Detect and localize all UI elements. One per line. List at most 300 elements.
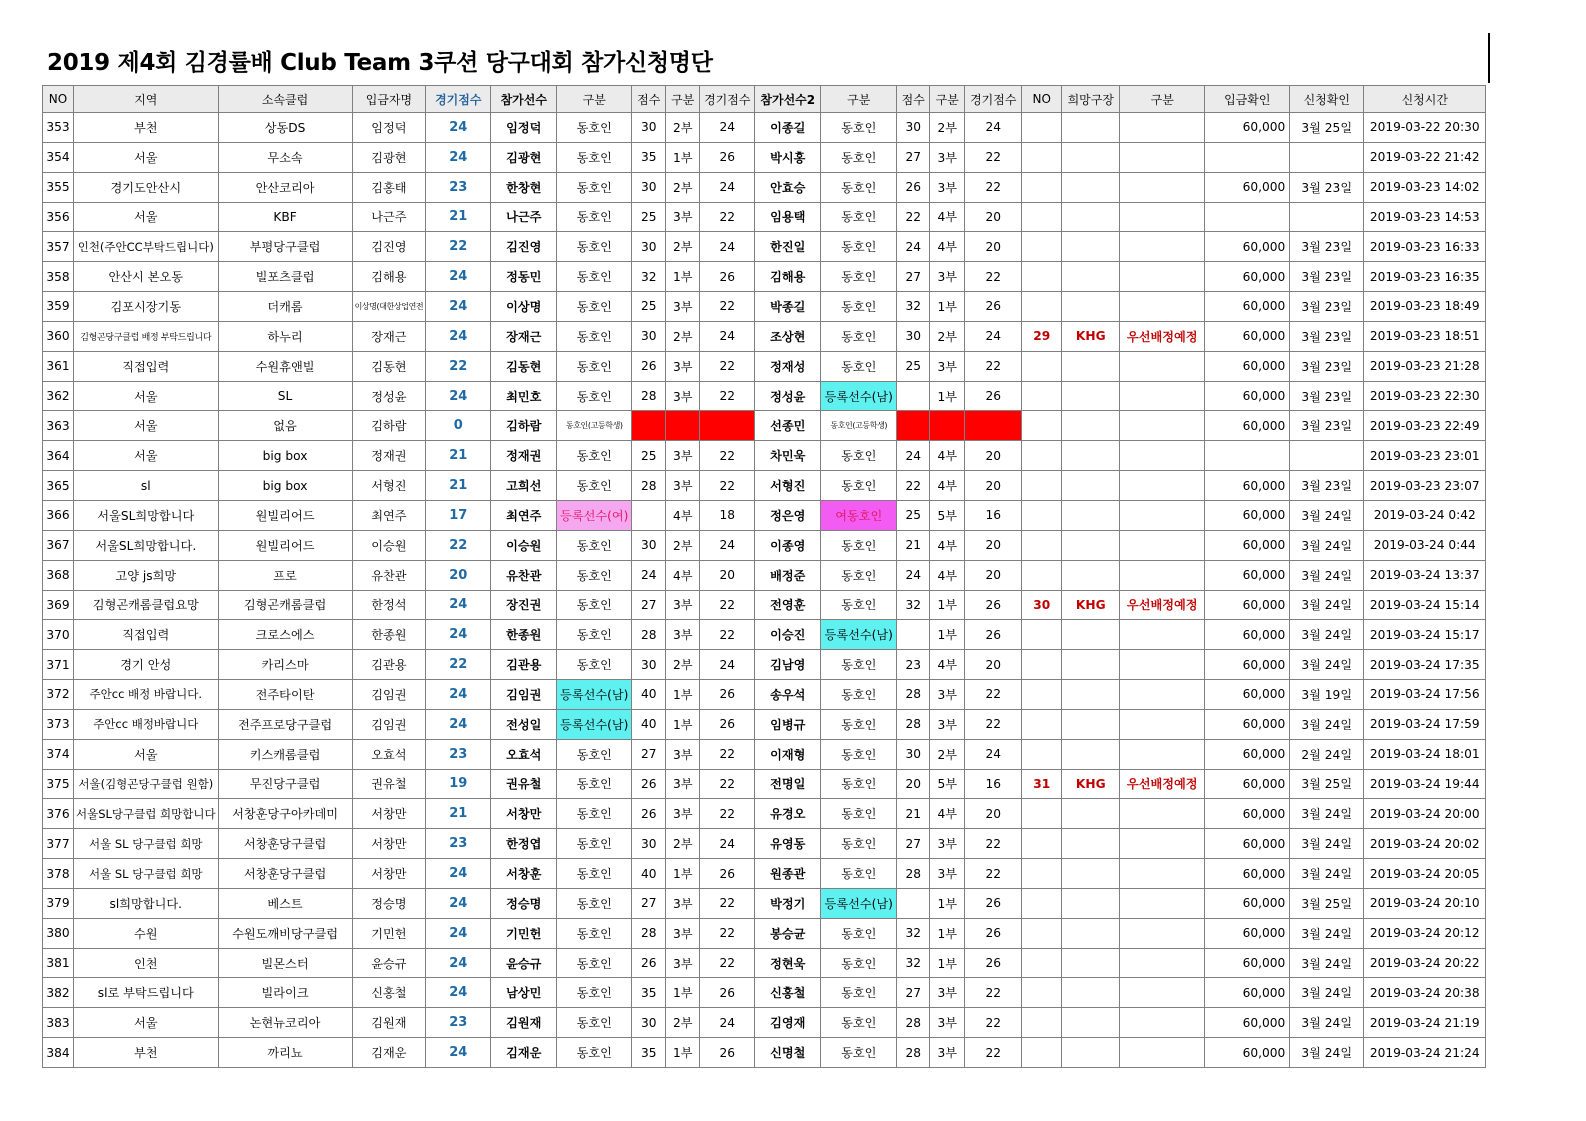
cell-no2 xyxy=(1022,500,1062,530)
cell-time: 2019-03-23 21:28 xyxy=(1364,351,1486,381)
cell-note xyxy=(1120,441,1205,471)
cell-game-score: 23 xyxy=(426,172,491,202)
cell-game2: 22 xyxy=(965,172,1022,202)
table-row xyxy=(43,441,1486,471)
page-title: 2019 제4회 김경률배 Club Team 3쿠션 당구대회 참가신청명단 xyxy=(47,50,713,76)
cell-region: 서울SL희망합니다 xyxy=(74,500,219,530)
cell-type2: 동호인 xyxy=(821,172,897,202)
cell-note xyxy=(1120,560,1205,590)
cell-points1: 30 xyxy=(632,172,666,202)
cell-no2 xyxy=(1022,351,1062,381)
table-row xyxy=(43,829,1486,859)
cell-division1: 1부 xyxy=(666,978,700,1008)
cell-payer: 장재근 xyxy=(352,321,426,351)
cell-payer: 한정석 xyxy=(352,590,426,620)
cell-region: 김형곤당구클럽 배정 부탁드립니다 xyxy=(74,321,219,351)
cell-division2: 4부 xyxy=(930,650,965,680)
table-row xyxy=(43,918,1486,948)
cell-points1: 27 xyxy=(632,590,666,620)
cell-no: 362 xyxy=(43,381,74,411)
cell-payer: 김동현 xyxy=(352,351,426,381)
table-row xyxy=(43,530,1486,560)
cell-division1: 3부 xyxy=(666,769,700,799)
cell-venue xyxy=(1062,1008,1120,1038)
cell-game2: 26 xyxy=(965,948,1022,978)
cell-region: 경기도안산시 xyxy=(74,172,219,202)
cell-points2: 26 xyxy=(897,172,930,202)
cell-region: sl xyxy=(74,471,219,501)
cell-no: 369 xyxy=(43,590,74,620)
cell-game2: 16 xyxy=(965,769,1022,799)
col-header-game1: 경기점수 xyxy=(700,86,755,113)
cell-points2: 24 xyxy=(897,232,930,262)
cell-division2: 5부 xyxy=(930,769,965,799)
cell-game2: 16 xyxy=(965,500,1022,530)
cell-game-score: 17 xyxy=(426,500,491,530)
cell-player2: 정은영 xyxy=(755,500,821,530)
cell-player1: 김동현 xyxy=(491,351,557,381)
cell-deposit: 60,000 xyxy=(1205,1038,1290,1068)
cell-division1: 3부 xyxy=(666,441,700,471)
cell-confirm: 3월 23일 xyxy=(1290,172,1364,202)
cell-points1: 35 xyxy=(632,978,666,1008)
table-row xyxy=(43,471,1486,501)
cell-points1: 26 xyxy=(632,799,666,829)
cell-type2: 동호인 xyxy=(821,709,897,739)
cell-venue xyxy=(1062,172,1120,202)
cell-player1: 김관용 xyxy=(491,650,557,680)
cell-player1: 최민호 xyxy=(491,381,557,411)
cell-venue xyxy=(1062,620,1120,650)
cell-no2 xyxy=(1022,650,1062,680)
cell-type1: 동호인 xyxy=(557,321,632,351)
cell-player1: 이상명 xyxy=(491,292,557,322)
cell-note: 우선배정예정 xyxy=(1120,590,1205,620)
cell-note xyxy=(1120,113,1205,143)
cell-venue xyxy=(1062,351,1120,381)
cell-player1: 장진권 xyxy=(491,590,557,620)
cell-time: 2019-03-24 20:12 xyxy=(1364,918,1486,948)
table-row xyxy=(43,202,1486,232)
cell-time: 2019-03-24 15:17 xyxy=(1364,620,1486,650)
cell-no: 358 xyxy=(43,262,74,292)
cell-region: 서울 xyxy=(74,202,219,232)
cell-division1: 3부 xyxy=(666,948,700,978)
cell-player2: 유경오 xyxy=(755,799,821,829)
cell-no: 380 xyxy=(43,918,74,948)
cell-note xyxy=(1120,1038,1205,1068)
table-row xyxy=(43,739,1486,769)
cell-confirm: 3월 23일 xyxy=(1290,471,1364,501)
cell-venue xyxy=(1062,441,1120,471)
cell-venue: KHG xyxy=(1062,769,1120,799)
cell-time: 2019-03-24 20:22 xyxy=(1364,948,1486,978)
cell-club: 까리뇨 xyxy=(218,1038,352,1068)
col-header-venue: 희망구장 xyxy=(1062,86,1120,113)
cell-venue xyxy=(1062,918,1120,948)
cell-player2: 배정준 xyxy=(755,560,821,590)
cell-game1: 18 xyxy=(700,500,755,530)
cell-player2: 송우석 xyxy=(755,680,821,710)
cell-game2: 20 xyxy=(965,471,1022,501)
cell-game2: 22 xyxy=(965,709,1022,739)
cell-division2 xyxy=(930,411,965,441)
cell-no: 364 xyxy=(43,441,74,471)
cell-region: 부천 xyxy=(74,113,219,143)
cell-confirm xyxy=(1290,441,1364,471)
cell-time: 2019-03-24 21:19 xyxy=(1364,1008,1486,1038)
col-header-time: 신청시간 xyxy=(1364,86,1486,113)
cell-player2: 김남영 xyxy=(755,650,821,680)
cell-player2: 김해용 xyxy=(755,262,821,292)
cell-deposit: 60,000 xyxy=(1205,948,1290,978)
cell-time: 2019-03-24 20:02 xyxy=(1364,829,1486,859)
col-header-confirm: 신청확인 xyxy=(1290,86,1364,113)
cell-points1: 25 xyxy=(632,202,666,232)
cell-division1 xyxy=(666,411,700,441)
table-row xyxy=(43,888,1486,918)
divider xyxy=(1488,33,1490,83)
cell-division2: 2부 xyxy=(930,739,965,769)
cell-points2: 22 xyxy=(897,202,930,232)
cell-game1: 22 xyxy=(700,471,755,501)
cell-time: 2019-03-23 22:30 xyxy=(1364,381,1486,411)
cell-deposit: 60,000 xyxy=(1205,978,1290,1008)
cell-no: 379 xyxy=(43,888,74,918)
cell-note: 우선배정예정 xyxy=(1120,321,1205,351)
cell-confirm: 2월 24일 xyxy=(1290,739,1364,769)
cell-type1: 동호인 xyxy=(557,829,632,859)
cell-player2: 유영동 xyxy=(755,829,821,859)
col-header-division1: 구분 xyxy=(666,86,700,113)
cell-type2: 동호인 xyxy=(821,1008,897,1038)
cell-game2: 22 xyxy=(965,142,1022,172)
cell-division1: 3부 xyxy=(666,202,700,232)
cell-division1: 3부 xyxy=(666,739,700,769)
cell-player1: 한종원 xyxy=(491,620,557,650)
cell-time: 2019-03-24 13:37 xyxy=(1364,560,1486,590)
cell-venue xyxy=(1062,471,1120,501)
cell-confirm: 3월 19일 xyxy=(1290,680,1364,710)
cell-points2: 24 xyxy=(897,441,930,471)
cell-no2 xyxy=(1022,202,1062,232)
table-row xyxy=(43,142,1486,172)
cell-no: 355 xyxy=(43,172,74,202)
cell-points1: 30 xyxy=(632,530,666,560)
cell-game2: 22 xyxy=(965,680,1022,710)
cell-club: 전주타이탄 xyxy=(218,680,352,710)
cell-club: 무진당구클럽 xyxy=(218,769,352,799)
cell-player1: 정승명 xyxy=(491,888,557,918)
cell-division2: 1부 xyxy=(930,381,965,411)
cell-division1: 1부 xyxy=(666,1038,700,1068)
cell-player2: 이종영 xyxy=(755,530,821,560)
cell-deposit xyxy=(1205,142,1290,172)
cell-game-score: 23 xyxy=(426,829,491,859)
cell-type2: 동호인 xyxy=(821,799,897,829)
cell-note xyxy=(1120,292,1205,322)
cell-deposit: 60,000 xyxy=(1205,799,1290,829)
cell-no2 xyxy=(1022,799,1062,829)
cell-no: 376 xyxy=(43,799,74,829)
cell-points2: 27 xyxy=(897,978,930,1008)
cell-payer: 유찬관 xyxy=(352,560,426,590)
cell-player2: 전영훈 xyxy=(755,590,821,620)
cell-no2 xyxy=(1022,560,1062,590)
cell-game1: 22 xyxy=(700,769,755,799)
cell-game-score: 21 xyxy=(426,202,491,232)
cell-no2 xyxy=(1022,948,1062,978)
cell-type1: 동호인 xyxy=(557,292,632,322)
cell-payer: 김임권 xyxy=(352,680,426,710)
cell-club: 원빌리어드 xyxy=(218,500,352,530)
cell-points2: 27 xyxy=(897,142,930,172)
cell-type2: 동호인 xyxy=(821,232,897,262)
cell-region: 주안cc 배정 바랍니다. xyxy=(74,680,219,710)
cell-division1: 3부 xyxy=(666,590,700,620)
cell-game1: 26 xyxy=(700,262,755,292)
col-header-type1: 구분 xyxy=(557,86,632,113)
cell-division2: 1부 xyxy=(930,918,965,948)
cell-confirm: 3월 23일 xyxy=(1290,411,1364,441)
cell-club: 더캐롬 xyxy=(218,292,352,322)
cell-region: 서울(김형곤당구클럽 원함) xyxy=(74,769,219,799)
cell-game-score: 22 xyxy=(426,232,491,262)
cell-points2 xyxy=(897,888,930,918)
cell-confirm xyxy=(1290,142,1364,172)
cell-venue xyxy=(1062,292,1120,322)
cell-club: 하누리 xyxy=(218,321,352,351)
cell-points1: 26 xyxy=(632,948,666,978)
cell-time: 2019-03-24 19:44 xyxy=(1364,769,1486,799)
cell-venue xyxy=(1062,202,1120,232)
cell-confirm: 3월 24일 xyxy=(1290,799,1364,829)
cell-type1: 등록선수(남) xyxy=(557,680,632,710)
cell-payer: 서창만 xyxy=(352,799,426,829)
cell-points2: 28 xyxy=(897,1008,930,1038)
cell-note xyxy=(1120,620,1205,650)
cell-confirm: 3월 24일 xyxy=(1290,948,1364,978)
cell-region: 인천(주안CC부탁드립니다) xyxy=(74,232,219,262)
cell-player1: 장재근 xyxy=(491,321,557,351)
cell-division1: 3부 xyxy=(666,351,700,381)
cell-points2 xyxy=(897,620,930,650)
cell-payer: 정성윤 xyxy=(352,381,426,411)
cell-division2: 3부 xyxy=(930,978,965,1008)
table-row xyxy=(43,948,1486,978)
cell-payer: 김재운 xyxy=(352,1038,426,1068)
cell-no2: 29 xyxy=(1022,321,1062,351)
cell-game1: 24 xyxy=(700,530,755,560)
cell-type2: 동호인 xyxy=(821,351,897,381)
cell-game2: 22 xyxy=(965,262,1022,292)
cell-game-score: 24 xyxy=(426,680,491,710)
cell-time: 2019-03-23 18:49 xyxy=(1364,292,1486,322)
cell-no2 xyxy=(1022,829,1062,859)
cell-type2: 등록선수(남) xyxy=(821,620,897,650)
cell-club: 서창훈당구아카데미 xyxy=(218,799,352,829)
cell-player1: 최연주 xyxy=(491,500,557,530)
cell-deposit: 60,000 xyxy=(1205,500,1290,530)
cell-game-score: 19 xyxy=(426,769,491,799)
cell-game1: 22 xyxy=(700,590,755,620)
cell-game2: 20 xyxy=(965,799,1022,829)
cell-points2: 20 xyxy=(897,769,930,799)
cell-payer: 김원재 xyxy=(352,1008,426,1038)
cell-region: 고양 js희망 xyxy=(74,560,219,590)
cell-type1: 동호인 xyxy=(557,232,632,262)
cell-no2 xyxy=(1022,1008,1062,1038)
cell-points1: 40 xyxy=(632,709,666,739)
cell-club: 프로 xyxy=(218,560,352,590)
cell-game-score: 24 xyxy=(426,262,491,292)
cell-payer: 임정덕 xyxy=(352,113,426,143)
cell-no: 381 xyxy=(43,948,74,978)
cell-game1: 26 xyxy=(700,142,755,172)
col-header-game2: 경기점수 xyxy=(965,86,1022,113)
cell-game1: 26 xyxy=(700,709,755,739)
cell-points2 xyxy=(897,411,930,441)
cell-deposit: 60,000 xyxy=(1205,172,1290,202)
cell-points1 xyxy=(632,500,666,530)
cell-club: 없음 xyxy=(218,411,352,441)
cell-no2 xyxy=(1022,978,1062,1008)
cell-no2 xyxy=(1022,1038,1062,1068)
cell-division1: 4부 xyxy=(666,560,700,590)
cell-deposit: 60,000 xyxy=(1205,650,1290,680)
cell-type1: 동호인 xyxy=(557,918,632,948)
cell-deposit: 60,000 xyxy=(1205,471,1290,501)
cell-time: 2019-03-24 0:42 xyxy=(1364,500,1486,530)
cell-player1: 김광현 xyxy=(491,142,557,172)
cell-game2: 24 xyxy=(965,739,1022,769)
cell-game-score: 22 xyxy=(426,351,491,381)
table-row xyxy=(43,978,1486,1008)
cell-type2: 동호인 xyxy=(821,113,897,143)
cell-payer: 김관용 xyxy=(352,650,426,680)
cell-type2: 동호인 xyxy=(821,948,897,978)
cell-type1: 동호인 xyxy=(557,202,632,232)
cell-club: big box xyxy=(218,441,352,471)
cell-no2 xyxy=(1022,530,1062,560)
cell-venue xyxy=(1062,859,1120,889)
cell-region: 안산시 본오동 xyxy=(74,262,219,292)
cell-game1: 24 xyxy=(700,829,755,859)
cell-confirm: 3월 24일 xyxy=(1290,1038,1364,1068)
cell-player2: 정재성 xyxy=(755,351,821,381)
cell-game2: 22 xyxy=(965,829,1022,859)
cell-time: 2019-03-23 23:07 xyxy=(1364,471,1486,501)
cell-game-score: 24 xyxy=(426,381,491,411)
cell-type2: 동호인 xyxy=(821,918,897,948)
cell-note xyxy=(1120,142,1205,172)
table-row xyxy=(43,262,1486,292)
cell-time: 2019-03-23 18:51 xyxy=(1364,321,1486,351)
cell-points1: 30 xyxy=(632,232,666,262)
cell-payer: 이승원 xyxy=(352,530,426,560)
table-row xyxy=(43,560,1486,590)
cell-club: 서창훈당구클럽 xyxy=(218,829,352,859)
cell-deposit: 60,000 xyxy=(1205,829,1290,859)
cell-region: 수원 xyxy=(74,918,219,948)
cell-game2: 20 xyxy=(965,441,1022,471)
cell-player2: 정현욱 xyxy=(755,948,821,978)
cell-division1: 1부 xyxy=(666,262,700,292)
cell-division2: 2부 xyxy=(930,321,965,351)
cell-game-score: 22 xyxy=(426,650,491,680)
cell-time: 2019-03-23 16:35 xyxy=(1364,262,1486,292)
cell-game2: 20 xyxy=(965,202,1022,232)
cell-venue xyxy=(1062,829,1120,859)
cell-points1: 32 xyxy=(632,262,666,292)
cell-venue xyxy=(1062,888,1120,918)
cell-note xyxy=(1120,172,1205,202)
cell-note xyxy=(1120,262,1205,292)
cell-game2 xyxy=(965,411,1022,441)
cell-type1: 동호인 xyxy=(557,172,632,202)
cell-venue xyxy=(1062,978,1120,1008)
table-row xyxy=(43,590,1486,620)
cell-points2: 27 xyxy=(897,262,930,292)
cell-time: 2019-03-24 0:44 xyxy=(1364,530,1486,560)
cell-club: 안산코리아 xyxy=(218,172,352,202)
cell-no: 382 xyxy=(43,978,74,1008)
cell-no: 354 xyxy=(43,142,74,172)
cell-time: 2019-03-23 14:02 xyxy=(1364,172,1486,202)
cell-game1: 26 xyxy=(700,1038,755,1068)
cell-points1: 28 xyxy=(632,381,666,411)
cell-note xyxy=(1120,471,1205,501)
cell-division2: 4부 xyxy=(930,799,965,829)
cell-game1 xyxy=(700,411,755,441)
cell-payer: 윤승규 xyxy=(352,948,426,978)
cell-no2 xyxy=(1022,620,1062,650)
col-header-player2: 참가선수2 xyxy=(755,86,821,113)
cell-deposit: 60,000 xyxy=(1205,888,1290,918)
cell-player2: 박정기 xyxy=(755,888,821,918)
cell-note xyxy=(1120,978,1205,1008)
cell-game1: 26 xyxy=(700,680,755,710)
table-row xyxy=(43,620,1486,650)
cell-division2: 3부 xyxy=(930,829,965,859)
table-row xyxy=(43,351,1486,381)
cell-player1: 남상민 xyxy=(491,978,557,1008)
cell-payer: 김하람 xyxy=(352,411,426,441)
cell-game1: 24 xyxy=(700,650,755,680)
cell-game2: 26 xyxy=(965,381,1022,411)
cell-player1: 한창현 xyxy=(491,172,557,202)
cell-player1: 김재운 xyxy=(491,1038,557,1068)
cell-points1: 28 xyxy=(632,620,666,650)
cell-type2: 동호인 xyxy=(821,650,897,680)
cell-player1: 윤승규 xyxy=(491,948,557,978)
cell-type2: 동호인 xyxy=(821,590,897,620)
cell-no2: 31 xyxy=(1022,769,1062,799)
cell-no2 xyxy=(1022,441,1062,471)
cell-confirm: 3월 23일 xyxy=(1290,321,1364,351)
cell-club: 무소속 xyxy=(218,142,352,172)
col-header-region: 지역 xyxy=(74,86,219,113)
cell-player2: 이승진 xyxy=(755,620,821,650)
cell-region: 서울 xyxy=(74,142,219,172)
registration-table xyxy=(42,85,1486,1068)
cell-game1: 22 xyxy=(700,948,755,978)
cell-division1: 1부 xyxy=(666,680,700,710)
cell-deposit: 60,000 xyxy=(1205,769,1290,799)
cell-time: 2019-03-24 20:38 xyxy=(1364,978,1486,1008)
cell-confirm: 3월 23일 xyxy=(1290,381,1364,411)
cell-type1: 동호인 xyxy=(557,590,632,620)
